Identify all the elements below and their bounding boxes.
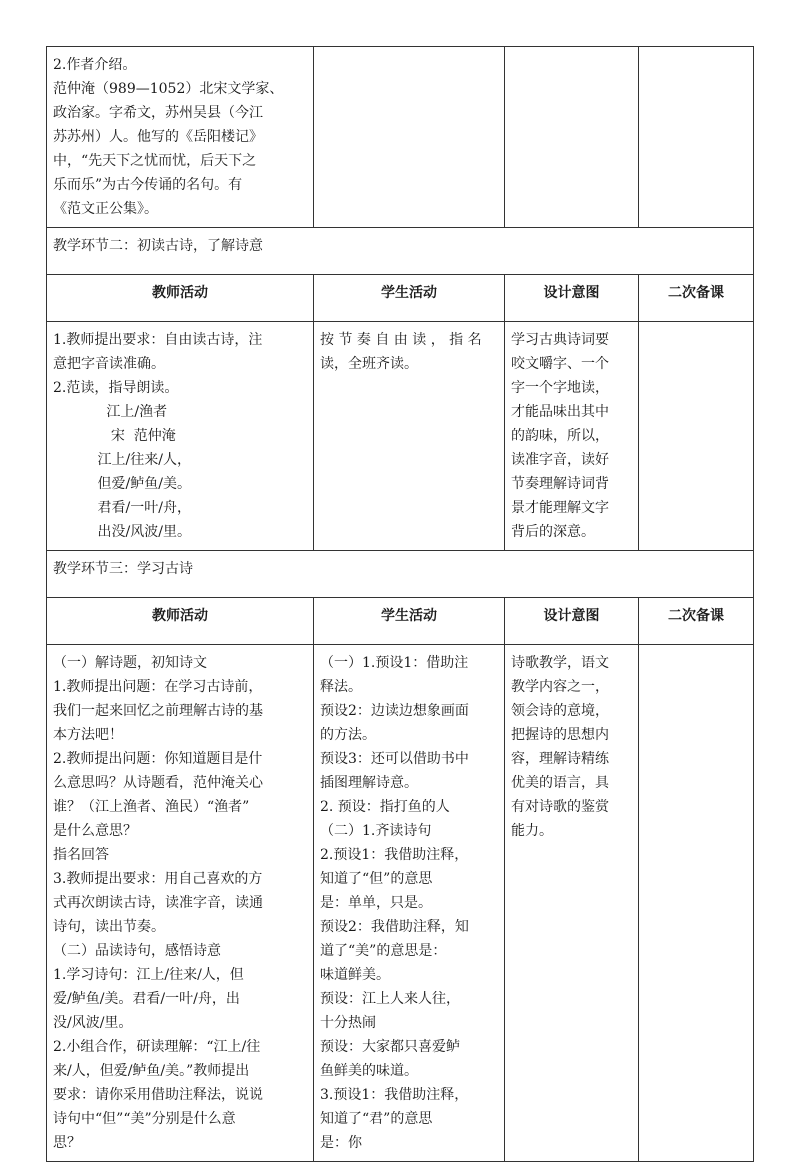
row-author-intro — [47, 47, 754, 228]
text-line: 是：单单，只是。 — [320, 895, 432, 911]
text-line: 是：你 — [320, 1135, 362, 1151]
text-line: 节奏理解诗词背 — [511, 476, 609, 492]
empty-cell — [505, 47, 639, 228]
text-line: （二）1.齐读诗句 — [320, 823, 432, 839]
text-line: 的方法。 — [320, 727, 376, 743]
empty-cell — [314, 47, 505, 228]
text-line: 预设2：边读边想象画面 — [320, 703, 469, 719]
text-line: 2.预设1：我借助注释， — [320, 847, 469, 863]
empty-cell — [639, 47, 754, 228]
section-row — [47, 228, 754, 275]
text-line: 诗句，读出节奏。 — [53, 919, 165, 935]
text-line: 是什么意思？ — [53, 823, 137, 839]
header-design-intent: 设计意图 — [505, 598, 639, 645]
text-line: 咬文嚼字、一个 — [511, 356, 609, 372]
text-line: 按 节 奏 自 由 读 ， 指 名 — [320, 332, 482, 348]
text-line: 有对诗歌的鉴赏 — [511, 799, 609, 815]
text-line: 指名回答 — [53, 847, 109, 863]
teacher-activity-cell — [47, 322, 314, 551]
text-line: 来/人，但爱/鲈鱼/美。”教师提出 — [53, 1063, 250, 1079]
text-line: 把握诗的思想内 — [511, 727, 609, 743]
text-line: 插图理解诗意。 — [320, 775, 418, 791]
text-line: 诗歌教学，语文 — [511, 655, 609, 671]
header-row — [47, 598, 754, 645]
header-row — [47, 275, 754, 322]
second-prep-cell — [639, 645, 754, 1162]
text-line: 江上/往来/人， — [53, 452, 191, 468]
text-line: 乐而乐”为古今传诵的名句。有 — [53, 177, 243, 193]
text-line: 诗句中“但”“美”分别是什么意 — [53, 1111, 236, 1127]
section-title: 教学环节三：学习古诗 — [47, 551, 754, 598]
text-line: 1.教师提出要求：自由读古诗，注 — [53, 332, 263, 348]
text-line: 领会诗的意境， — [511, 703, 609, 719]
text-line: （一）解诗题，初知诗文 — [53, 655, 207, 671]
text-line: 景才能理解文字 — [511, 500, 609, 516]
header-student-activity: 学生活动 — [314, 598, 505, 645]
text-line: 我们一起来回忆之前理解古诗的基 — [53, 703, 263, 719]
header-second-prep: 二次备课 — [639, 598, 754, 645]
text-line: 的韵味，所以， — [511, 428, 609, 444]
text-line: 能力。 — [511, 823, 553, 839]
text-line: 但爱/鲈鱼/美。 — [53, 476, 191, 492]
text-line: 知道了“君”的意思 — [320, 1111, 433, 1127]
text-line: 字一个字地读， — [511, 380, 609, 396]
content-row — [47, 322, 754, 551]
text-line: 2.小组合作，研读理解：“江上/往 — [53, 1039, 261, 1055]
text-line: 要求：请你采用借助注释法，说说 — [53, 1087, 263, 1103]
lesson-plan-table — [46, 46, 754, 1162]
text-line: 出没/风波/里。 — [53, 524, 191, 540]
text-line: （一）1.预设1：借助注 — [320, 655, 469, 671]
student-activity-cell — [314, 645, 505, 1162]
text-line: 3.预设1：我借助注释， — [320, 1087, 469, 1103]
text-line: 范仲淹（989—1052）北宋文学家、 — [53, 81, 284, 97]
text-line: 2.范读，指导朗读。 — [53, 380, 179, 396]
student-activity-cell — [314, 322, 505, 551]
text-line: 道了“美”的意思是： — [320, 943, 447, 959]
header-teacher-activity: 教师活动 — [47, 598, 314, 645]
text-line: 背后的深意。 — [511, 524, 595, 540]
text-line: 预设3：还可以借助书中 — [320, 751, 469, 767]
text-line: 3.教师提出要求：用自己喜欢的方 — [53, 871, 263, 887]
header-student-activity: 学生活动 — [314, 275, 505, 322]
author-intro-cell — [47, 47, 314, 228]
text-line: 政治家。字希文，苏州吴县（今江 — [53, 105, 263, 121]
text-line: 君看/一叶/舟， — [53, 500, 191, 516]
text-line: 中，“先天下之忧而忧，后天下之 — [53, 153, 257, 169]
text-line: 读准字音，读好 — [511, 452, 609, 468]
text-line: 2.作者介绍。 — [53, 57, 137, 73]
header-teacher-activity: 教师活动 — [47, 275, 314, 322]
text-line: 学习古典诗词要 — [511, 332, 609, 348]
text-line: 2. 预设：指打鱼的人 — [320, 799, 450, 815]
design-intent-cell — [505, 322, 639, 551]
text-line: 预设2：我借助注释，知 — [320, 919, 469, 935]
text-line: 鱼鲜美的味道。 — [320, 1063, 418, 1079]
text-line: 2.教师提出问题：你知道题目是什 — [53, 751, 263, 767]
text-line: 江上/渔者 — [53, 404, 168, 420]
section-title: 教学环节二：初读古诗，了解诗意 — [47, 228, 754, 275]
text-line: 十分热闹 — [320, 1015, 376, 1031]
text-line: 读，全班齐读。 — [320, 356, 418, 372]
text-line: 式再次朗读古诗，读准字音，读通 — [53, 895, 263, 911]
second-prep-cell — [639, 322, 754, 551]
text-line: 么意思吗？从诗题看，范仲淹关心 — [53, 775, 263, 791]
text-line: 优美的语言，具 — [511, 775, 609, 791]
header-second-prep: 二次备课 — [639, 275, 754, 322]
teacher-activity-cell — [47, 645, 314, 1162]
text-line: 预设：江上人来人往， — [320, 991, 460, 1007]
text-line: 宋 范仲淹 — [53, 428, 176, 444]
text-line: 本方法吧！ — [53, 727, 123, 743]
design-intent-cell — [505, 645, 639, 1162]
text-line: 意把字音读准确。 — [53, 356, 165, 372]
text-line: 没/风波/里。 — [53, 1015, 133, 1031]
content-row — [47, 645, 754, 1162]
text-line: 1.教师提出问题：在学习古诗前， — [53, 679, 263, 695]
text-line: 爱/鲈鱼/美。君看/一叶/舟，出 — [53, 991, 240, 1007]
text-line: 教学内容之一， — [511, 679, 609, 695]
text-line: 味道鲜美。 — [320, 967, 390, 983]
text-line: 1.学习诗句：江上/往来/人，但 — [53, 967, 244, 983]
section-row — [47, 551, 754, 598]
text-line: 知道了“但”的意思 — [320, 871, 433, 887]
text-line: 预设：大家都只喜爱鲈 — [320, 1039, 460, 1055]
text-line: 才能品味出其中 — [511, 404, 609, 420]
header-design-intent: 设计意图 — [505, 275, 639, 322]
text-line: （二）品读诗句，感悟诗意 — [53, 943, 221, 959]
text-line: 《范文正公集》。 — [53, 201, 158, 217]
text-line: 容，理解诗精练 — [511, 751, 609, 767]
text-line: 谁？（江上渔者、渔民）“渔者” — [53, 799, 250, 815]
text-line: 思？ — [53, 1135, 81, 1151]
text-line: 苏苏州）人。他写的《岳阳楼记》 — [53, 129, 263, 145]
text-line: 释法。 — [320, 679, 362, 695]
